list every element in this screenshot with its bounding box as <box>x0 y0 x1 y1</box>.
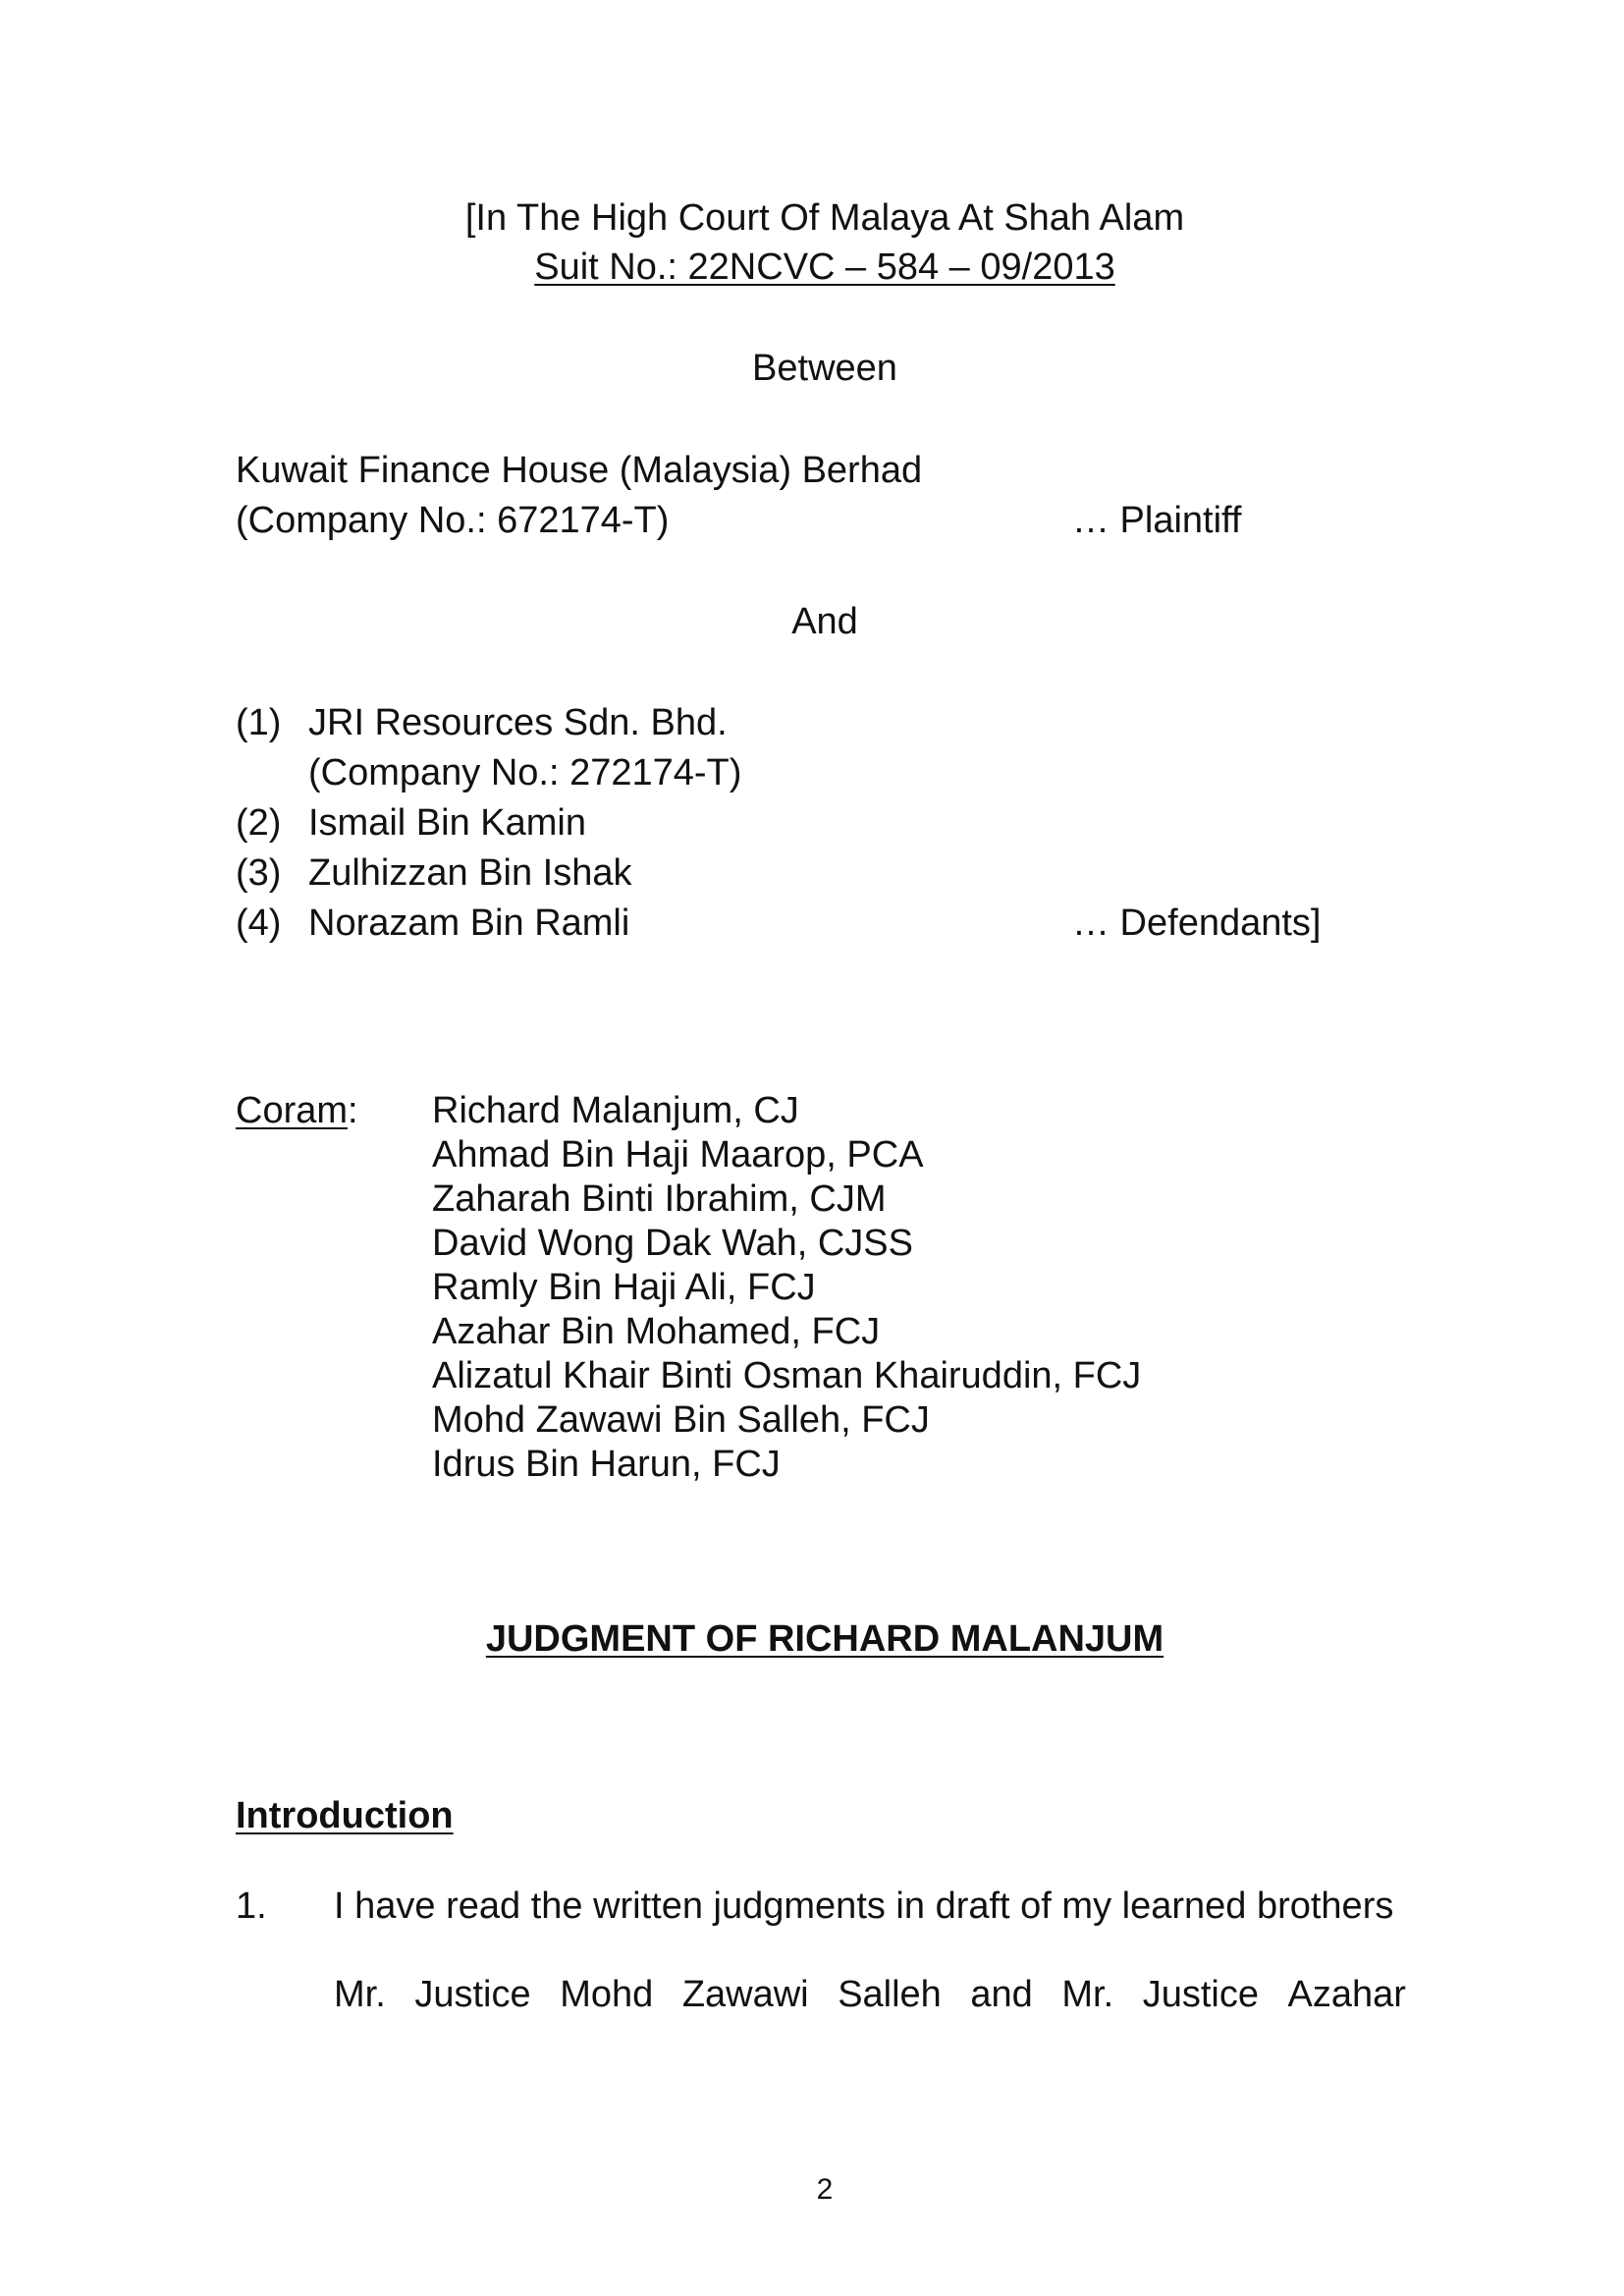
coram-label: Coram: <box>236 1090 358 1131</box>
page-number: 2 <box>816 2173 834 2206</box>
defendant-number: (2) <box>236 802 282 844</box>
coram-judge: Zaharah Binti Ibrahim, CJM <box>432 1178 887 1220</box>
coram-judge: Alizatul Khair Binti Osman Khairuddin, FCJ <box>432 1355 1142 1396</box>
word: Mr. <box>334 1974 386 2015</box>
word: Justice <box>414 1974 531 2015</box>
word: Salleh <box>838 1974 942 2015</box>
word: Zawawi <box>681 1974 809 2015</box>
coram-judge: Azahar Bin Mohamed, FCJ <box>432 1311 881 1352</box>
word: Mr. <box>1061 1974 1114 2015</box>
introduction-heading: Introduction <box>236 1795 454 1836</box>
court-heading: [In The High Court Of Malaya At Shah Alam <box>464 197 1185 239</box>
suit-number: Suit No.: 22NCVC – 584 – 09/2013 <box>534 246 1115 288</box>
coram-judge: Ramly Bin Haji Ali, FCJ <box>432 1267 816 1308</box>
word: Mohd <box>560 1974 654 2015</box>
word: Azahar <box>1287 1974 1406 2015</box>
plaintiff-company-no: (Company No.: 672174-T) <box>236 500 670 541</box>
coram-judge: Richard Malanjum, CJ <box>432 1090 799 1131</box>
defendant-number: (1) <box>236 702 282 743</box>
coram-judge: Ahmad Bin Haji Maarop, PCA <box>432 1134 924 1175</box>
word: and <box>970 1974 1033 2015</box>
coram-judge: David Wong Dak Wah, CJSS <box>432 1223 913 1264</box>
judgment-title: JUDGMENT OF RICHARD MALANJUM <box>485 1618 1164 1660</box>
defendant-number: (4) <box>236 902 282 944</box>
defendant-number: (3) <box>236 852 282 894</box>
defendant-name: JRI Resources Sdn. Bhd. <box>308 702 728 743</box>
paragraph-line: I have read the written judgments in draft of my learned brothers <box>334 1886 1394 1927</box>
plaintiff-name: Kuwait Finance House (Malaysia) Berhad <box>236 450 923 491</box>
defendant-company-no: (Company No.: 272174-T) <box>308 752 742 793</box>
plaintiff-role: … Plaintiff <box>1072 500 1242 541</box>
defendant-name: Norazam Bin Ramli <box>308 902 630 944</box>
paragraph-number: 1. <box>236 1886 267 1927</box>
between-label: Between <box>752 348 897 389</box>
defendant-name: Ismail Bin Kamin <box>308 802 586 844</box>
coram-judge: Idrus Bin Harun, FCJ <box>432 1444 781 1485</box>
coram-judge: Mohd Zawawi Bin Salleh, FCJ <box>432 1399 930 1441</box>
word: Justice <box>1142 1974 1259 2015</box>
paragraph-line-justified <box>334 1976 1406 2013</box>
defendant-name: Zulhizzan Bin Ishak <box>308 852 632 894</box>
defendants-role: … Defendants] <box>1072 902 1322 944</box>
and-label: And <box>791 601 858 642</box>
